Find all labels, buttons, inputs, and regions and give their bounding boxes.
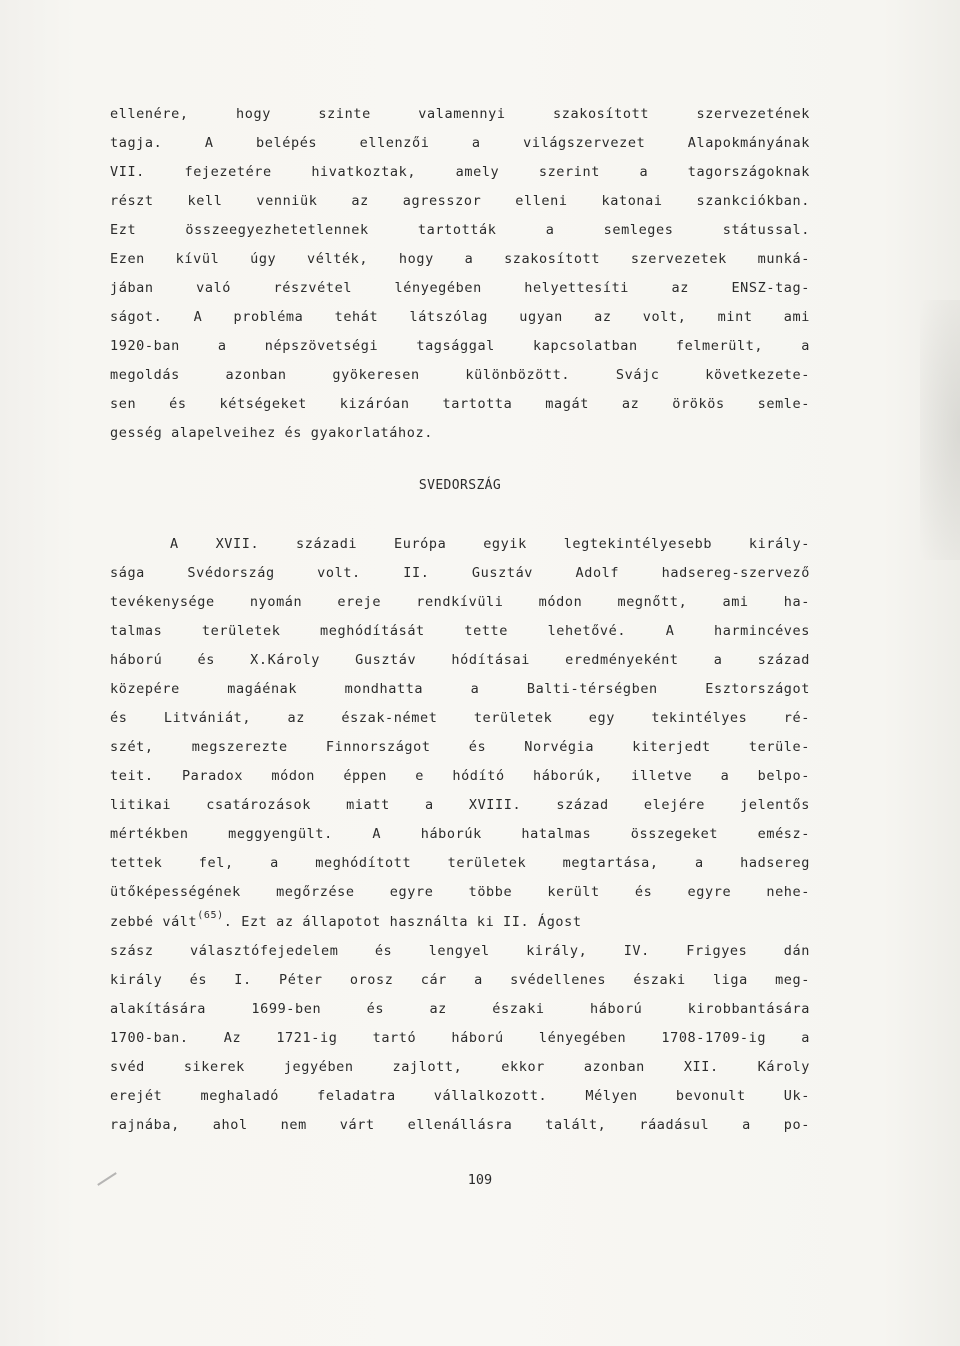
text-line: Ezen kívül úgy vélték, hogy a szakosított szervezetek munká- xyxy=(110,251,810,267)
text-line: gesség alapelveihez és gyakorlatához. xyxy=(110,425,433,441)
text-line: és Litvániát, az észak-német területek egy tekintélyes ré- xyxy=(110,710,810,726)
text-line: 1700-ban. Az 1721-ig tartó háború lényegében 1708-1709-ig a xyxy=(110,1030,810,1046)
text-line: ütőképességének megőrzése egyre többe került és egyre nehe- xyxy=(110,884,810,900)
text-line: mértékben meggyengült. A háborúk hatalmas összegeket emész- xyxy=(110,826,810,842)
text-line: szász választófejedelem és lengyel király, IV. Frigyes dán xyxy=(110,943,810,959)
text-line: A XVII. századi Európa egyik legtekintélyesebb király- xyxy=(170,536,810,552)
text-line: háború és X.Károly Gusztáv hódításai eredményeként a század xyxy=(110,652,810,668)
scan-shadow xyxy=(920,300,960,560)
text-line: teit. Paradox módon éppen e hódító háborúk, illetve a belpo- xyxy=(110,768,810,784)
text-line: jában való részvétel lényegében helyettesíti az ENSZ-tag- xyxy=(110,280,810,296)
footnote-line-before: zebbé vált xyxy=(110,914,198,930)
text-line: alakítására 1699-ben és az északi háború kirobbantására xyxy=(110,1001,810,1017)
text-line: ellenére, hogy szinte valamennyi szakosított szervezetének xyxy=(110,106,810,122)
text-line: király és I. Péter orosz cár a svédellenes északi liga meg- xyxy=(110,972,810,988)
text-line: tevékenysége nyomán ereje rendkívüli módon megnőtt, ami ha- xyxy=(110,594,810,610)
text-line: sen és kétségeket kizáróan tartotta magát az örökös semle- xyxy=(110,396,810,412)
text-line: szét, megszerezte Finnországot és Norvégia kiterjedt terüle- xyxy=(110,739,810,755)
text-line: részt kell venniük az agresszor elleni katonai szankciókban. xyxy=(110,193,810,209)
text-line: közepére magáénak mondhatta a Balti-térségben Esztországot xyxy=(110,681,810,697)
text-line: sága Svédország volt. II. Gusztáv Adolf hadsereg-szervező xyxy=(110,565,810,581)
text-line: megoldás azonban gyökeresen különbözött. Svájc következete- xyxy=(110,367,810,383)
text-line: rajnába, ahol nem várt ellenállásra talált, ráadásul a po- xyxy=(110,1117,810,1133)
text-line: tagja. A belépés ellenzői a világszervezet Alapokmányának xyxy=(110,135,810,151)
text-line: Ezt összeegyezhetetlennek tartották a semleges státussal. xyxy=(110,222,810,238)
text-line: ságot. A probléma tehát látszólag ugyan az volt, mint ami xyxy=(110,309,810,325)
text-line: tettek fel, a meghódított területek megtartása, a hadsereg xyxy=(110,855,810,871)
text-line: litikai csatározások miatt a XVIII. század elejére jelentős xyxy=(110,797,810,813)
text-line-with-footnote xyxy=(110,908,810,936)
text-line: svéd sikerek jegyében zajlott, ekkor azonban XII. Károly xyxy=(110,1059,810,1075)
page-number: 109 xyxy=(467,1172,493,1188)
text-line: VII. fejezetére hivatkoztak, amely szerint a tagországoknak xyxy=(110,164,810,180)
text-line: talmas területek meghódítását tette lehetővé. A harmincéves xyxy=(110,623,810,639)
footnote-reference: (65) xyxy=(197,910,224,921)
text-line: 1920-ban a népszövetségi tagsággal kapcsolatban felmerült, a xyxy=(110,338,810,354)
footnote-line-after: . Ezt az állapotot használta ki II. Ágost xyxy=(223,914,582,930)
section-heading: SVEDORSZÁG xyxy=(418,478,502,493)
text-line: erejét meghaladó feladatra vállalkozott. Mélyen bevonult Uk- xyxy=(110,1088,810,1104)
